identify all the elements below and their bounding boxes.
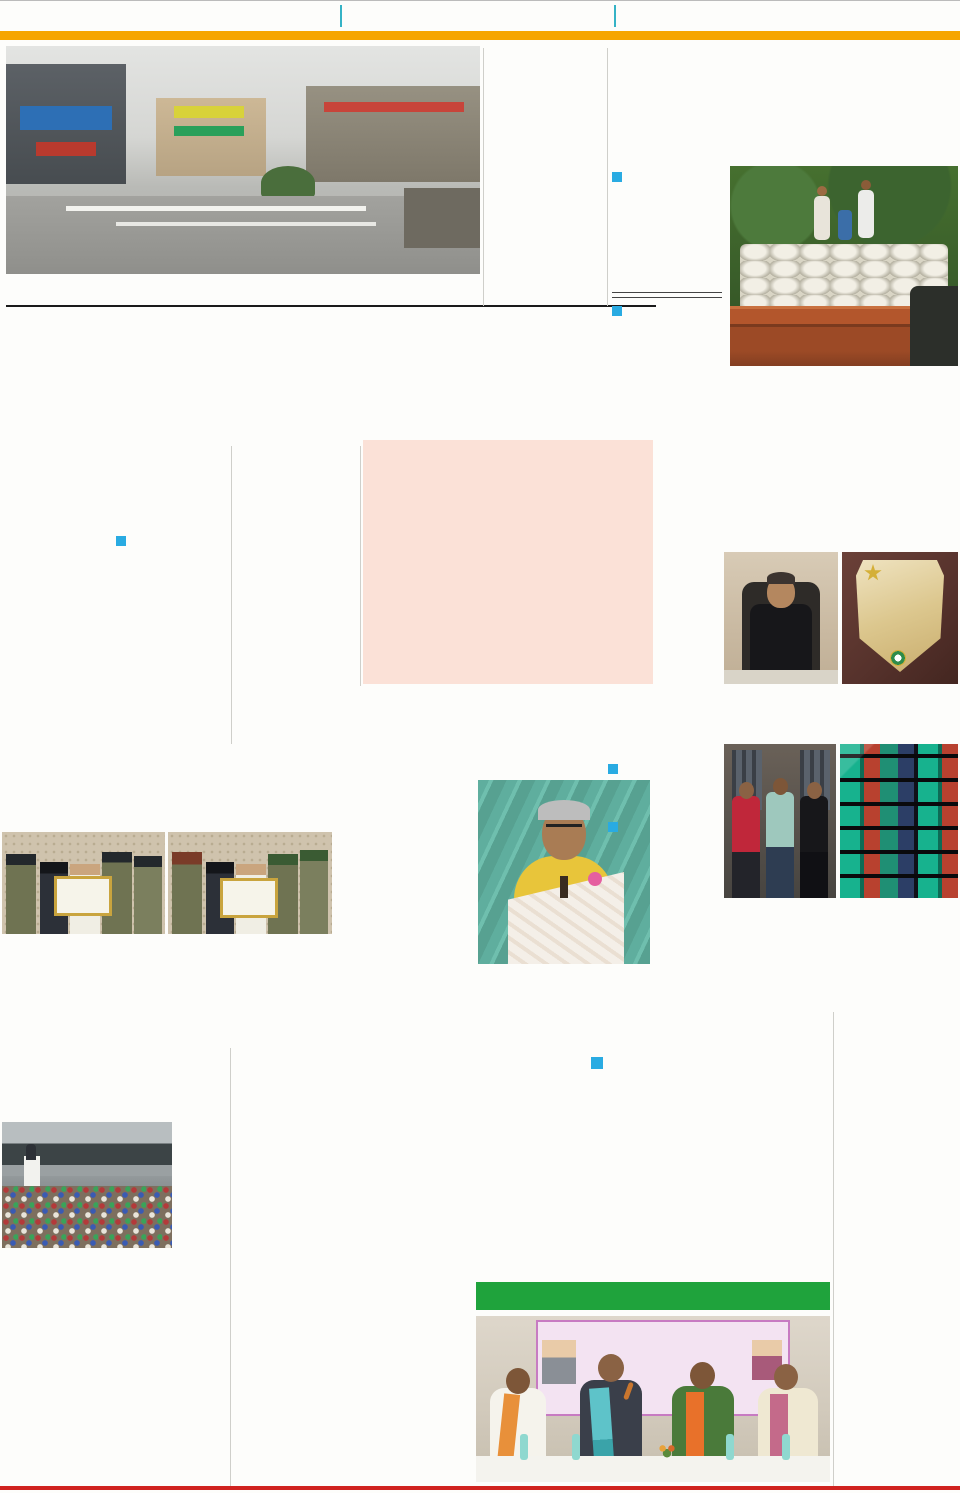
lecture-green-banner <box>476 1282 830 1310</box>
water-bottle <box>726 1434 734 1460</box>
column-rule <box>483 48 484 306</box>
worker-head <box>861 180 871 190</box>
lecture-photo <box>476 1316 830 1482</box>
photo-shape <box>261 166 315 200</box>
urea-bullet-1 <box>612 170 726 189</box>
cattle-body <box>234 1162 338 1488</box>
banner-inset-photo <box>542 1340 576 1384</box>
worker-figure <box>838 210 852 240</box>
nadda-body <box>487 86 605 316</box>
bottom-red-rule <box>0 1486 960 1490</box>
divider-bar <box>340 5 342 27</box>
regiment-photo-left <box>2 832 165 934</box>
vivekananda-body <box>2 1254 228 1488</box>
photo-shape <box>174 126 244 136</box>
award-plaque-photo <box>842 552 958 684</box>
person-figure <box>766 792 794 898</box>
desk <box>724 670 838 684</box>
photo-shape <box>174 106 244 118</box>
worker-figure <box>814 196 830 240</box>
bandh-body <box>4 352 656 440</box>
bikes-bullet <box>368 1054 830 1075</box>
glasses-icon <box>546 824 582 835</box>
hindi-diwas-photo <box>2 1122 172 1248</box>
photo-shape <box>324 102 464 112</box>
table-cloth <box>476 1456 830 1482</box>
person-hair <box>767 572 795 584</box>
flower-accent <box>588 872 602 886</box>
governor-body <box>2 938 336 1044</box>
talent-body-1 <box>336 1278 470 1488</box>
flower-bouquet <box>656 1442 678 1458</box>
student-crowd <box>2 1186 172 1248</box>
speaker-head <box>598 1354 624 1382</box>
tarp <box>910 286 958 366</box>
bongaigaon-body-1 <box>608 884 718 1010</box>
bongaigaon-bullet-2 <box>608 820 718 839</box>
person-figure <box>800 796 828 898</box>
speaker-figure <box>26 1144 36 1160</box>
bullet-square-icon <box>608 764 618 774</box>
saraf-caption <box>724 688 958 712</box>
water-bottle <box>782 1434 790 1460</box>
bullet-square-icon <box>612 172 622 182</box>
bullet-square-icon <box>612 306 622 316</box>
column-rule <box>230 1048 231 1488</box>
bongaigaon-body-2 <box>724 902 958 1010</box>
hazarika-body <box>364 772 472 1010</box>
column-rule <box>360 446 361 686</box>
seized-phones-photo <box>840 744 958 898</box>
bullet-square-icon <box>116 536 126 546</box>
citation-frame <box>54 876 112 916</box>
water-bottle <box>572 1434 580 1460</box>
photo-shape <box>36 142 96 156</box>
photo-shape <box>116 222 376 226</box>
column-rule <box>231 446 232 744</box>
person-head <box>773 778 788 795</box>
worker-figure <box>858 190 874 238</box>
bongaigaon-bullet-1 <box>608 762 718 781</box>
saraf-portrait-photo <box>724 552 838 684</box>
photo-shape <box>20 106 112 130</box>
bullet-square-icon <box>591 1057 603 1069</box>
photo-shape <box>306 86 480 182</box>
person-hair <box>538 800 590 820</box>
divider-bar <box>614 5 616 27</box>
saraf-body <box>608 546 720 706</box>
urea-body <box>610 372 958 508</box>
masthead-yellow-bar <box>0 31 960 40</box>
haflong-town-photo <box>6 46 480 274</box>
current-body <box>373 450 643 590</box>
soldier-figure <box>172 852 202 934</box>
pendant <box>560 876 568 898</box>
talent-body-2 <box>836 1278 957 1488</box>
podium <box>24 1156 40 1186</box>
dimapur-body-1 <box>2 530 110 744</box>
person-head <box>807 782 822 799</box>
person-head <box>739 782 754 799</box>
urea-truck-photo <box>730 166 958 366</box>
photo-shape <box>66 206 366 211</box>
worker-head <box>817 186 827 196</box>
photo-shape <box>404 188 480 248</box>
column-rule <box>833 1012 834 1488</box>
double-rule <box>612 292 722 298</box>
soldier-figure <box>134 856 162 934</box>
citation-frame <box>220 878 278 918</box>
attendee-head <box>506 1368 530 1394</box>
football-body <box>234 518 358 744</box>
plaque-emblem <box>890 650 906 666</box>
soldier-figure <box>6 854 36 934</box>
soldier-figure <box>300 850 328 934</box>
bikes-body <box>348 1092 830 1186</box>
person-figure <box>732 796 760 898</box>
urea-bullet-2 <box>612 304 726 323</box>
water-bottle <box>520 1434 528 1460</box>
column-rule <box>607 48 608 306</box>
attendee-head <box>690 1362 715 1389</box>
regiment-photo-right <box>168 832 332 934</box>
dimapur-body-2 <box>116 648 228 744</box>
phone-glare <box>840 744 958 898</box>
attendee-head <box>774 1364 798 1390</box>
neet-body <box>836 1088 957 1264</box>
cyber-accused-photo <box>724 744 836 898</box>
bullet-square-icon <box>608 822 618 832</box>
masthead <box>0 0 960 32</box>
dimapur-bullet <box>116 534 228 552</box>
